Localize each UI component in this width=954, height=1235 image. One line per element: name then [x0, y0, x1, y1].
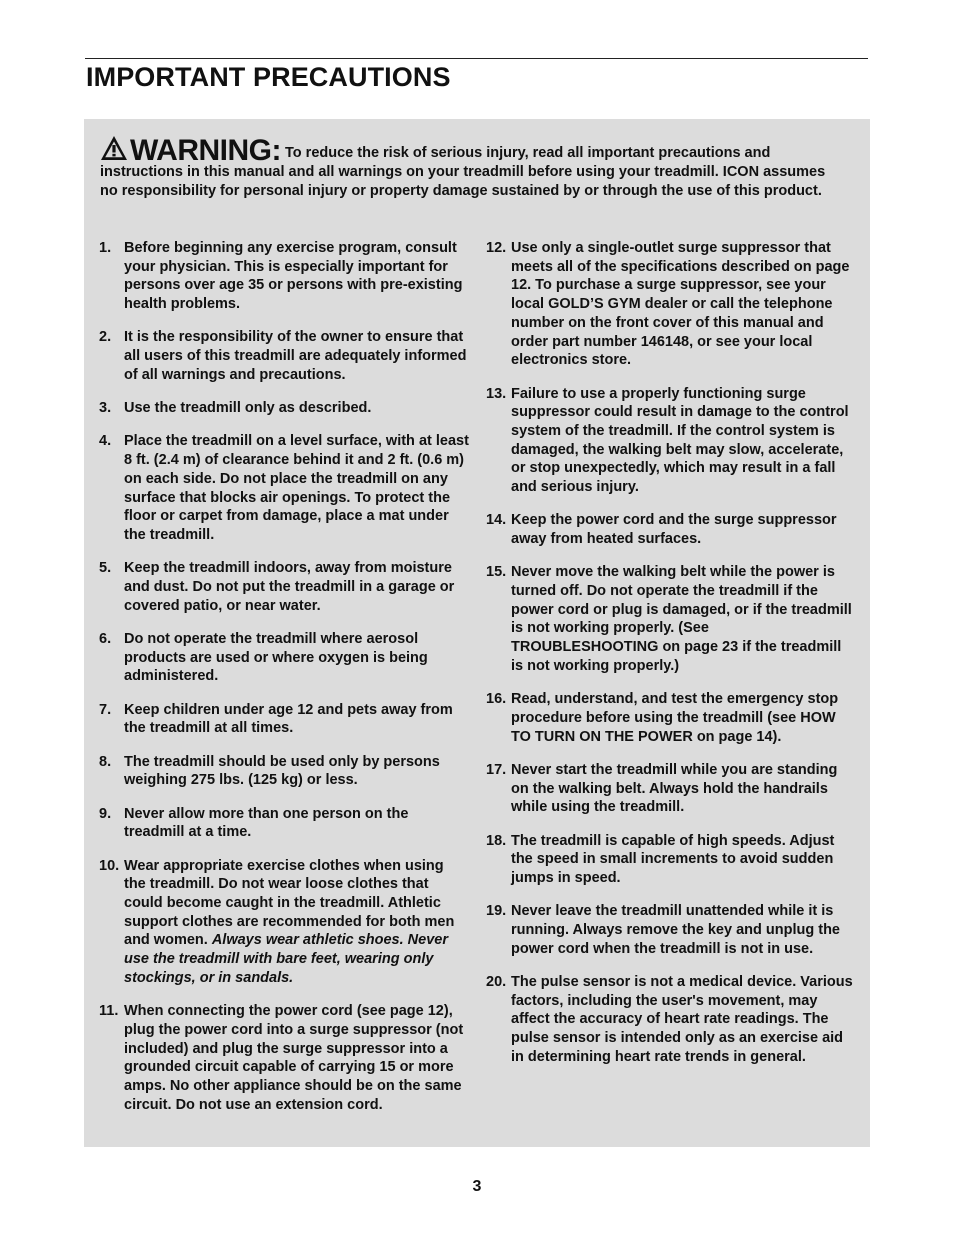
- list-item: [486, 239, 856, 370]
- item-text: Never move the walking belt while the power is turned off. Do not operate the treadmill if the power cord or plug is damaged, or if the treadmill is not working properly. (See TROUBLESHOOTING on page 23 if the treadmill is not working properly.): [511, 564, 852, 674]
- item-number: 11.: [99, 1003, 119, 1020]
- precautions-list-left: [99, 239, 469, 1129]
- item-text: Use the treadmill only as described.: [124, 400, 372, 417]
- page-title: IMPORTANT PRECAUTIONS: [86, 62, 451, 92]
- list-item: [486, 690, 856, 746]
- warning-triangle-icon: [100, 135, 128, 161]
- item-text: Keep the treadmill indoors, away from moisture and dust. Do not put the treadmill in a garage or covered patio, or near water.: [124, 560, 455, 614]
- item-number: 20.: [486, 973, 507, 990]
- page-number: 3: [472, 1178, 482, 1195]
- item-number: 7.: [99, 701, 112, 718]
- item-text: Never allow more than one person on the treadmill at a time.: [124, 805, 409, 841]
- item-text: The pulse sensor is not a medical device. Various factors, including the user's movement, may affect the accuracy of heart rate readings. The pulse sensor is intended only as an exercise aid in determining heart rate trends in general.: [511, 973, 853, 1065]
- header-rule: [85, 58, 868, 59]
- item-text: Keep children under age 12 and pets away from the treadmill at all times.: [124, 701, 453, 737]
- list-item: [99, 399, 469, 418]
- item-number: 5.: [99, 560, 112, 577]
- list-item: [99, 753, 469, 790]
- item-text: Keep the power cord and the surge suppressor away from heated surfaces.: [511, 512, 837, 548]
- list-item: [99, 1002, 469, 1114]
- list-item: [99, 559, 469, 615]
- item-text: Never start the treadmill while you are standing on the walking belt. Always hold the handrails while using the treadmill.: [511, 761, 838, 816]
- list-item: [486, 973, 856, 1067]
- item-number: 3.: [99, 400, 112, 417]
- item-text: Do not operate the treadmill where aerosol products are used or where oxygen is being administered.: [124, 630, 428, 685]
- item-text: It is the responsibility of the owner to ensure that all users of this treadmill are adequately informed of all warnings and precautions.: [124, 329, 467, 383]
- item-text: Never leave the treadmill unattended while it is running. Always remove the key and unplug the power cord when the treadmill is not in use.: [511, 903, 840, 957]
- list-item: [486, 511, 856, 548]
- item-text: When connecting the power cord (see page 12), plug the power cord into a surge suppressor (not included) and plug the surge suppressor into a grounded circuit capable of carrying 15 or more amps. No other appliance should be on the same circuit. Do not use an extension cord.: [124, 1003, 464, 1113]
- item-number: 13.: [486, 385, 507, 402]
- list-item: [486, 761, 856, 817]
- item-number: 17.: [486, 761, 507, 778]
- item-number: 9.: [99, 805, 112, 822]
- list-item: [99, 432, 469, 544]
- list-item: [99, 239, 469, 314]
- list-item: [99, 805, 469, 842]
- warning-block: [100, 135, 835, 200]
- precautions-list-right: [486, 239, 856, 1081]
- item-number: 14.: [486, 512, 507, 529]
- item-text: The treadmill should be used only by persons weighing 275 lbs. (125 kg) or less.: [124, 753, 440, 789]
- item-emphasis-text: Always wear athletic shoes. Never use the treadmill with bare feet, wearing only stockings, or in sandals.: [124, 932, 448, 986]
- item-number: 6.: [99, 630, 112, 647]
- item-text: Before beginning any exercise program, consult your physician. This is especially important for persons over age 35 or persons with pre-existing health problems.: [124, 240, 463, 313]
- list-item: [99, 701, 469, 738]
- item-number: 8.: [99, 753, 112, 770]
- item-number: 19.: [486, 903, 507, 920]
- item-text: Place the treadmill on a level surface, with at least 8 ft. (2.4 m) of clearance behind it and 2 ft. (0.6 m) on each side. Do not place the treadmill on any surface that blocks air openings. To protect the floor or carpet from damage, place a mat under the treadmill.: [124, 433, 469, 543]
- item-text: Use only a single-outlet surge suppressor that meets all of the specifications described on page 12. To purchase a surge suppressor, see your local GOLD’S GYM dealer or call the telephone number on the front cover of this manual and order part number 146148, or see your local electronics store.: [511, 240, 850, 369]
- list-item: [486, 563, 856, 675]
- item-number: 2.: [99, 329, 112, 346]
- item-text-wrapper: [124, 857, 469, 988]
- list-item: [486, 385, 856, 497]
- item-number: 18.: [486, 832, 507, 849]
- item-text: Failure to use a properly functioning surge suppressor could result in damage to the control system of the treadmill. If the control system is damaged, the walking belt may slow, accelerate, or stop unexpectedly, which may result in a fall and serious injury.: [511, 385, 849, 496]
- item-number: 4.: [99, 433, 112, 450]
- item-text: Wear appropriate exercise clothes when using the treadmill. Do not wear loose clothes that could become caught in the treadmill. Athletic support clothes are recommended for both men and women.: [124, 857, 455, 949]
- item-number: 10.: [99, 857, 120, 874]
- item-number: 1.: [99, 240, 112, 256]
- item-number: 12.: [486, 240, 507, 256]
- warning-text: To reduce the risk of serious injury, read all important precautions and instructions in this manual and all warnings on your treadmill before using your treadmill. ICON assumes no responsibility for personal injury or property damage sustained by or through the use of this product.: [100, 145, 826, 199]
- item-text: The treadmill is capable of high speeds. Adjust the speed in small increments to avoid sudden jumps in speed.: [511, 832, 835, 886]
- item-number: 15.: [486, 564, 507, 581]
- list-item: [99, 857, 469, 988]
- warning-heading: WARNING:: [130, 134, 281, 167]
- item-text: Read, understand, and test the emergency stop procedure before using the treadmill (see HOW TO TURN ON THE POWER on page 14).: [511, 691, 839, 745]
- list-item: [486, 832, 856, 888]
- list-item: [99, 630, 469, 686]
- list-item: [99, 328, 469, 384]
- item-number: 16.: [486, 691, 507, 708]
- list-item: [486, 902, 856, 958]
- precautions-panel: [84, 119, 870, 1147]
